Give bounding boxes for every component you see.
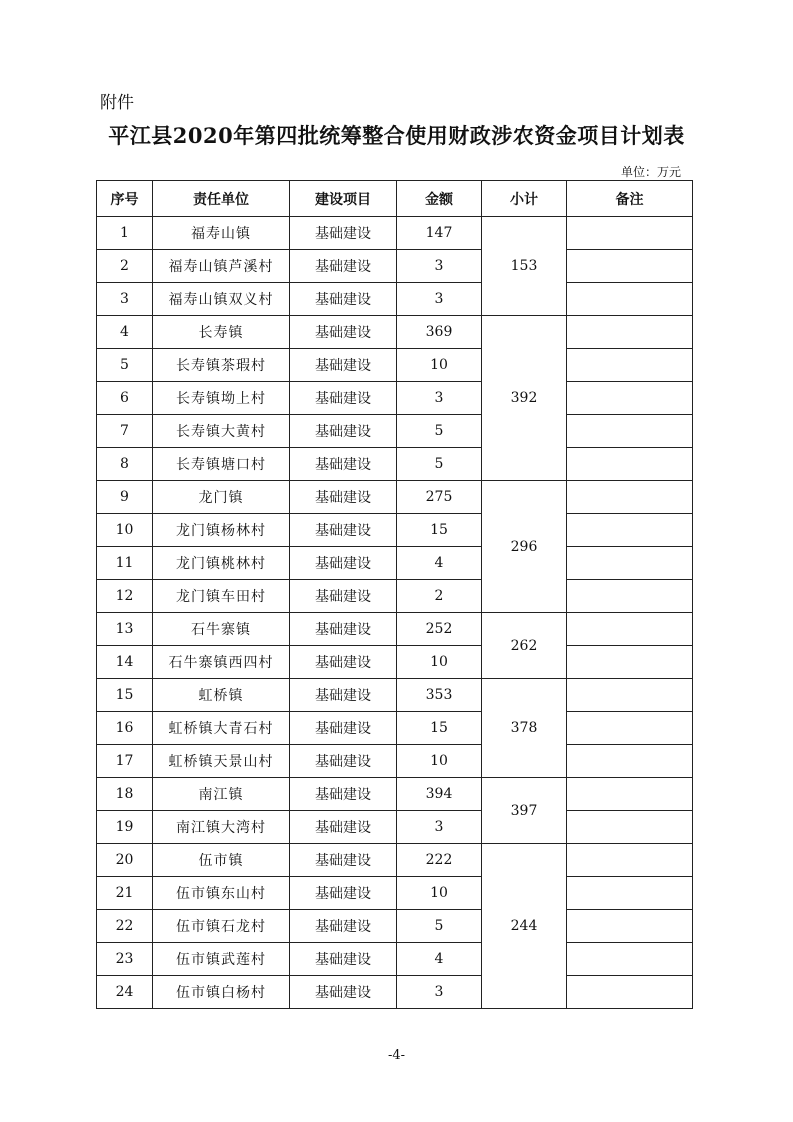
amount: 10	[397, 646, 482, 679]
table-row	[97, 613, 693, 646]
responsible-unit: 福寿山镇芦溪村	[153, 250, 290, 283]
table-row	[97, 316, 693, 349]
subtotal: 378	[482, 679, 567, 778]
remarks	[567, 844, 693, 877]
row-number: 19	[97, 811, 153, 844]
responsible-unit: 伍市镇	[153, 844, 290, 877]
row-number: 5	[97, 349, 153, 382]
row-number: 16	[97, 712, 153, 745]
row-number: 4	[97, 316, 153, 349]
row-number: 2	[97, 250, 153, 283]
remarks	[567, 679, 693, 712]
responsible-unit: 龙门镇杨林村	[153, 514, 290, 547]
amount: 10	[397, 349, 482, 382]
amount: 4	[397, 943, 482, 976]
table-row	[97, 679, 693, 712]
row-number: 24	[97, 976, 153, 1009]
remarks	[567, 745, 693, 778]
row-number: 3	[97, 283, 153, 316]
table-header-row	[97, 181, 693, 217]
responsible-unit: 长寿镇	[153, 316, 290, 349]
page-number: -4-	[387, 1048, 406, 1063]
remarks	[567, 811, 693, 844]
amount: 353	[397, 679, 482, 712]
table-row	[97, 811, 693, 844]
project-type: 基础建设	[290, 745, 397, 778]
amount: 147	[397, 217, 482, 250]
amount: 3	[397, 382, 482, 415]
remarks	[567, 976, 693, 1009]
table-row	[97, 778, 693, 811]
header-subtotal: 小计	[482, 181, 567, 217]
row-number: 20	[97, 844, 153, 877]
remarks	[567, 349, 693, 382]
header-remarks: 备注	[567, 181, 693, 217]
responsible-unit: 长寿镇坳上村	[153, 382, 290, 415]
table-row	[97, 382, 693, 415]
table-row	[97, 910, 693, 943]
project-type: 基础建设	[290, 514, 397, 547]
row-number: 6	[97, 382, 153, 415]
amount: 10	[397, 745, 482, 778]
project-type: 基础建设	[290, 844, 397, 877]
responsible-unit: 伍市镇白杨村	[153, 976, 290, 1009]
table-row	[97, 745, 693, 778]
amount: 2	[397, 580, 482, 613]
remarks	[567, 415, 693, 448]
table-row	[97, 448, 693, 481]
row-number: 8	[97, 448, 153, 481]
remarks	[567, 382, 693, 415]
header-amount: 金额	[397, 181, 482, 217]
amount: 4	[397, 547, 482, 580]
project-type: 基础建设	[290, 943, 397, 976]
table-row	[97, 349, 693, 382]
remarks	[567, 910, 693, 943]
remarks	[567, 283, 693, 316]
row-number: 23	[97, 943, 153, 976]
table-row	[97, 217, 693, 250]
row-number: 15	[97, 679, 153, 712]
project-type: 基础建设	[290, 976, 397, 1009]
subtotal: 153	[482, 217, 567, 316]
table-row	[97, 250, 693, 283]
project-type: 基础建设	[290, 580, 397, 613]
amount: 3	[397, 976, 482, 1009]
project-type: 基础建设	[290, 382, 397, 415]
table-row	[97, 547, 693, 580]
amount: 369	[397, 316, 482, 349]
responsible-unit: 龙门镇车田村	[153, 580, 290, 613]
table-row	[97, 514, 693, 547]
responsible-unit: 南江镇大湾村	[153, 811, 290, 844]
row-number: 9	[97, 481, 153, 514]
row-number: 18	[97, 778, 153, 811]
header-unit: 责任单位	[153, 181, 290, 217]
remarks	[567, 547, 693, 580]
table-row	[97, 283, 693, 316]
subtotal: 244	[482, 844, 567, 1009]
subtotal: 392	[482, 316, 567, 481]
amount: 3	[397, 283, 482, 316]
project-type: 基础建设	[290, 415, 397, 448]
table-row	[97, 943, 693, 976]
table-row	[97, 646, 693, 679]
header-project: 建设项目	[290, 181, 397, 217]
table-row	[97, 580, 693, 613]
project-type: 基础建设	[290, 811, 397, 844]
subtotal: 262	[482, 613, 567, 679]
project-type: 基础建设	[290, 250, 397, 283]
amount: 5	[397, 415, 482, 448]
table-row	[97, 481, 693, 514]
project-type: 基础建设	[290, 712, 397, 745]
project-type: 基础建设	[290, 448, 397, 481]
responsible-unit: 伍市镇东山村	[153, 877, 290, 910]
project-type: 基础建设	[290, 481, 397, 514]
row-number: 22	[97, 910, 153, 943]
row-number: 7	[97, 415, 153, 448]
row-number: 10	[97, 514, 153, 547]
remarks	[567, 316, 693, 349]
responsible-unit: 伍市镇武莲村	[153, 943, 290, 976]
responsible-unit: 长寿镇大黄村	[153, 415, 290, 448]
amount: 15	[397, 514, 482, 547]
project-type: 基础建设	[290, 613, 397, 646]
project-type: 基础建设	[290, 349, 397, 382]
page-title: 平江县2020年第四批统筹整合使用财政涉农资金项目计划表	[108, 123, 685, 148]
table-body	[97, 217, 693, 1009]
project-type: 基础建设	[290, 217, 397, 250]
responsible-unit: 石牛寨镇	[153, 613, 290, 646]
row-number: 13	[97, 613, 153, 646]
attachment-label: 附件	[100, 93, 134, 113]
remarks	[567, 943, 693, 976]
row-number: 12	[97, 580, 153, 613]
remarks	[567, 481, 693, 514]
responsible-unit: 虹桥镇	[153, 679, 290, 712]
remarks	[567, 580, 693, 613]
table-row	[97, 415, 693, 448]
table-row	[97, 844, 693, 877]
project-type: 基础建设	[290, 646, 397, 679]
remarks	[567, 250, 693, 283]
remarks	[567, 448, 693, 481]
responsible-unit: 伍市镇石龙村	[153, 910, 290, 943]
project-type: 基础建设	[290, 877, 397, 910]
table-row	[97, 712, 693, 745]
remarks	[567, 712, 693, 745]
project-type: 基础建设	[290, 283, 397, 316]
row-number: 14	[97, 646, 153, 679]
subtotal: 296	[482, 481, 567, 613]
responsible-unit: 福寿山镇	[153, 217, 290, 250]
remarks	[567, 217, 693, 250]
amount: 5	[397, 448, 482, 481]
subtotal: 397	[482, 778, 567, 844]
amount: 15	[397, 712, 482, 745]
responsible-unit: 南江镇	[153, 778, 290, 811]
row-number: 1	[97, 217, 153, 250]
row-number: 17	[97, 745, 153, 778]
table-row	[97, 877, 693, 910]
responsible-unit: 龙门镇	[153, 481, 290, 514]
amount: 222	[397, 844, 482, 877]
project-type: 基础建设	[290, 910, 397, 943]
remarks	[567, 877, 693, 910]
amount: 275	[397, 481, 482, 514]
row-number: 21	[97, 877, 153, 910]
responsible-unit: 长寿镇塘口村	[153, 448, 290, 481]
remarks	[567, 514, 693, 547]
project-type: 基础建设	[290, 778, 397, 811]
project-type: 基础建设	[290, 547, 397, 580]
remarks	[567, 613, 693, 646]
responsible-unit: 长寿镇茶瑕村	[153, 349, 290, 382]
responsible-unit: 福寿山镇双义村	[153, 283, 290, 316]
amount: 5	[397, 910, 482, 943]
responsible-unit: 虹桥镇大青石村	[153, 712, 290, 745]
amount: 3	[397, 250, 482, 283]
project-type: 基础建设	[290, 679, 397, 712]
amount: 3	[397, 811, 482, 844]
amount: 10	[397, 877, 482, 910]
funding-table	[96, 180, 693, 1009]
responsible-unit: 虹桥镇天景山村	[153, 745, 290, 778]
remarks	[567, 646, 693, 679]
amount: 394	[397, 778, 482, 811]
remarks	[567, 778, 693, 811]
unit-note: 单位：万元	[620, 165, 681, 179]
row-number: 11	[97, 547, 153, 580]
amount: 252	[397, 613, 482, 646]
responsible-unit: 石牛寨镇西四村	[153, 646, 290, 679]
responsible-unit: 龙门镇桃林村	[153, 547, 290, 580]
table-row	[97, 976, 693, 1009]
project-type: 基础建设	[290, 316, 397, 349]
header-no: 序号	[97, 181, 153, 217]
